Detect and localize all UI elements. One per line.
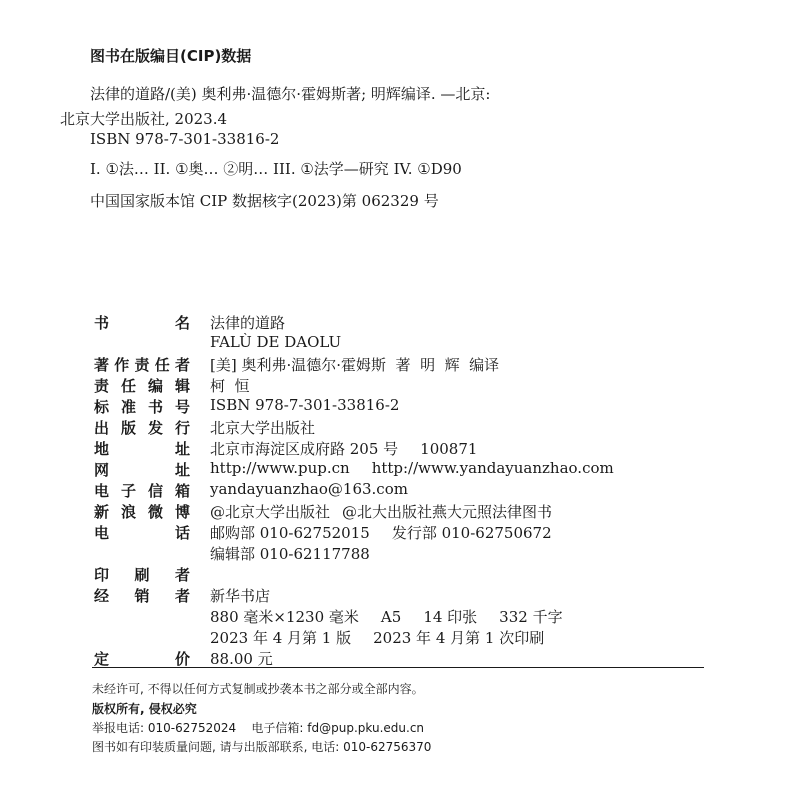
weibo-account-pup: @北京大学出版社 xyxy=(210,503,331,521)
price-value: 88.00 元 xyxy=(210,650,273,668)
row-email xyxy=(94,480,714,501)
label-email: 电 子 信 箱 xyxy=(94,482,190,500)
label-editor: 责 任 编 辑 xyxy=(94,377,190,395)
cip-bibliographic-line: 法律的道路/(美) 奥利弗·温德尔·霍姆斯著; 明辉编译. —北京: xyxy=(90,85,491,103)
row-weibo xyxy=(94,501,714,522)
weibo-value xyxy=(210,501,552,522)
phone-mail-order: 邮购部 010-62752015 xyxy=(210,524,370,542)
cip-isbn: ISBN 978-7-301-33816-2 xyxy=(90,130,280,148)
row-website xyxy=(94,459,714,480)
row-publisher xyxy=(94,417,714,438)
address-value xyxy=(210,438,477,459)
phone-distribution: 发行部 010-62750672 xyxy=(391,524,552,542)
row-price xyxy=(94,648,714,669)
email-value: yandayuanzhao@163.com xyxy=(210,480,408,498)
cip-title: 图书在版编目(CIP)数据 xyxy=(90,47,252,65)
row-book-pinyin xyxy=(94,333,714,354)
label-website: 网 址 xyxy=(94,461,190,479)
cip-classification: I. ①法… II. ①奥… ②明… III. ①法学—研究 IV. ①D90 xyxy=(90,160,462,178)
book-name-value: 法律的道路 xyxy=(210,314,286,332)
row-printer xyxy=(94,564,714,585)
label-author: 著 作 责 任 者 xyxy=(94,356,190,374)
row-seller xyxy=(94,585,714,606)
format-words: 332 千字 xyxy=(499,608,563,626)
author-value: [美] 奥利弗·温德尔·霍姆斯 著 明 辉 编译 xyxy=(210,356,500,374)
row-editor xyxy=(94,375,714,396)
row-book-name xyxy=(94,312,714,333)
row-format xyxy=(94,606,714,627)
editor-value: 柯 恒 xyxy=(210,377,250,395)
publisher-value: 北京大学出版社 xyxy=(210,419,316,437)
footer-divider xyxy=(92,667,704,668)
row-author xyxy=(94,354,714,375)
label-seller: 经 销 者 xyxy=(94,587,190,605)
copy-notice: 未经许可, 不得以任何方式复制或抄袭本书之部分或全部内容。 xyxy=(92,682,424,696)
phone-editorial: 编辑部 010-62117788 xyxy=(210,545,370,563)
cip-record-number: 中国国家版本馆 CIP 数据核字(2023)第 062329 号 xyxy=(90,192,439,210)
label-address: 地 址 xyxy=(94,440,190,458)
format-size: A5 xyxy=(380,608,402,626)
format-dimensions: 880 毫米×1230 毫米 xyxy=(210,608,359,626)
website-link-yandayuanzhao: http://www.yandayuanzhao.com xyxy=(371,459,614,477)
label-phone: 电 话 xyxy=(94,524,190,542)
edition-text: 2023 年 4 月第 1 版 xyxy=(210,629,352,647)
row-edition xyxy=(94,627,714,648)
label-publisher: 出 版 发 行 xyxy=(94,419,190,437)
rights-statement: 版权所有, 侵权必究 xyxy=(92,702,197,716)
label-price: 定 价 xyxy=(94,650,190,668)
cip-publisher-line: 北京大学出版社, 2023.4 xyxy=(60,110,228,128)
address-text: 北京市海淀区成府路 205 号 xyxy=(210,440,399,458)
label-book-name: 书 名 xyxy=(94,314,190,332)
isbn-value: ISBN 978-7-301-33816-2 xyxy=(210,396,400,414)
row-address xyxy=(94,438,714,459)
label-isbn: 标 准 书 号 xyxy=(94,398,190,416)
quality-contact: 图书如有印装质量问题, 请与出版部联系, 电话: 010-62756370 xyxy=(92,740,432,754)
label-weibo: 新 浪 微 博 xyxy=(94,503,190,521)
copyright-info-table xyxy=(94,312,714,669)
website-value xyxy=(210,459,614,477)
website-link-pup: http://www.pup.cn xyxy=(210,459,350,477)
printing-text: 2023 年 4 月第 1 次印刷 xyxy=(373,629,545,647)
label-printer: 印 刷 者 xyxy=(94,566,190,584)
report-contact: 举报电话: 010-62752024 电子信箱: fd@pup.pku.edu.cn xyxy=(92,721,425,735)
format-sheets: 14 印张 xyxy=(423,608,478,626)
book-name-pinyin: FALÙ DE DAOLU xyxy=(210,333,342,351)
row-phone xyxy=(94,522,714,543)
format-value xyxy=(210,606,563,627)
row-phone-editorial xyxy=(94,543,714,564)
phone-value xyxy=(210,522,552,543)
seller-value: 新华书店 xyxy=(210,587,271,605)
row-isbn xyxy=(94,396,714,417)
postcode: 100871 xyxy=(420,440,478,458)
edition-value xyxy=(210,627,544,648)
weibo-account-law: @北大出版社燕大元照法律图书 xyxy=(342,503,553,521)
